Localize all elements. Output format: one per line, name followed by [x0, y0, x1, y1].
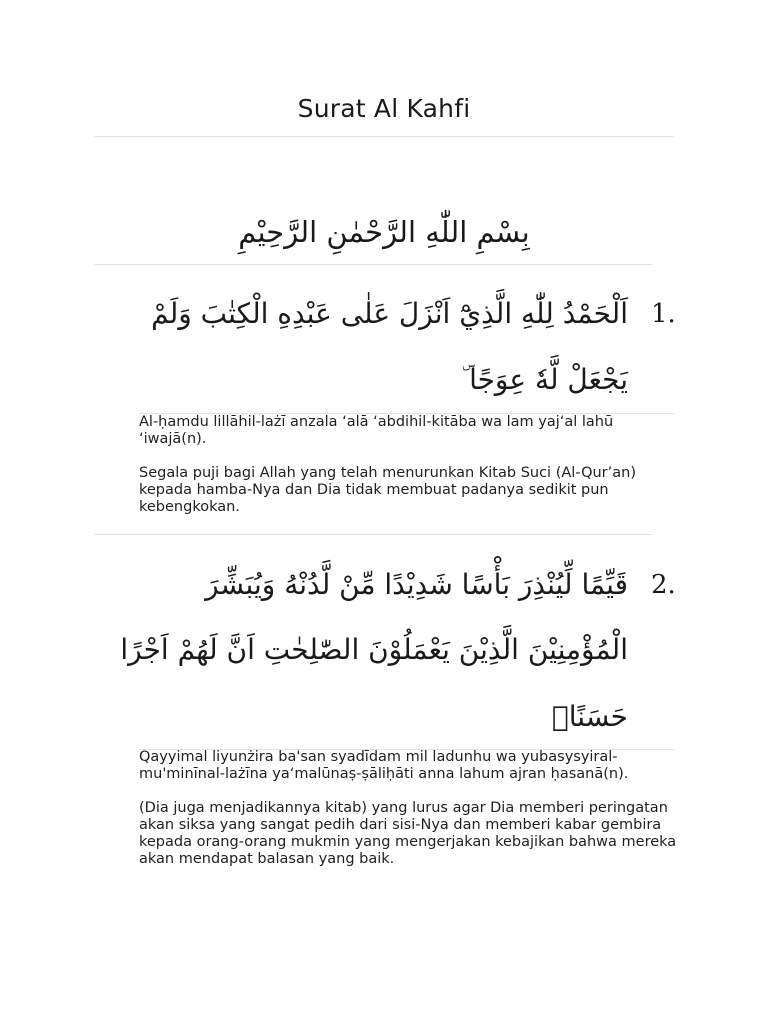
basmalah-divider: [93, 264, 652, 265]
verse-arabic-line: يَجْعَلْ لَّهٗ عِوَجًا ۜ: [462, 363, 628, 396]
verse-number: 1.: [651, 299, 676, 329]
basmalah: بِسْمِ اللّٰهِ الرَّحْمٰنِ الرَّحِيْمِ: [238, 215, 530, 249]
verse-arabic-line: حَسَنًاۙ: [551, 700, 628, 733]
verse-number: 2.: [651, 570, 676, 600]
verse-latin: Al-ḥamdu lillāhil-lażī anzala ‘alā ‘abdihil-kitāba wa lam yaj‘al lahū ‘iwajā(n).: [139, 414, 614, 447]
verse-separator: [93, 534, 652, 535]
verse-translation: Segala puji bagi Allah yang telah menurunkan Kitab Suci (Al-Qur’an) kepada hamba-Nya dan Dia tidak membuat padanya sedikit pun kebengkokan.: [139, 465, 636, 515]
title-divider: [93, 136, 675, 137]
verse-arabic-line: اَلْحَمْدُ لِلّٰهِ الَّذِيْٓ اَنْزَلَ عَلٰى عَبْدِهِ الْكِتٰبَ وَلَمْ: [151, 297, 628, 330]
verse-arabic-line: قَيِّمًا لِّيُنْذِرَ بَأْسًا شَدِيْدًا مِّنْ لَّدُنْهُ وَيُبَشِّرَ: [205, 568, 628, 601]
verse-latin: Qayyimal liyunżira ba'san syadīdam mil ladunhu wa yubasysyiral-mu'minīnal-lażīna ya‘malūnaṣ-ṣāliḥāti anna lahum ajran ḥasanā(n).: [139, 749, 629, 782]
verse-arabic-line: الْمُؤْمِنِيْنَ الَّذِيْنَ يَعْمَلُوْنَ الصّٰلِحٰتِ اَنَّ لَهُمْ اَجْرًا: [120, 633, 628, 666]
verse-translation: (Dia juga menjadikannya kitab) yang lurus agar Dia memberi peringatan akan siksa yang sangat pedih dari sisi-Nya dan memberi kabar gembira kepada orang-orang mukmin yang mengerjakan kebajikan bahwa mereka akan mendapat balasan yang baik.: [139, 800, 677, 867]
page-title: Surat Al Kahfi: [297, 94, 471, 123]
